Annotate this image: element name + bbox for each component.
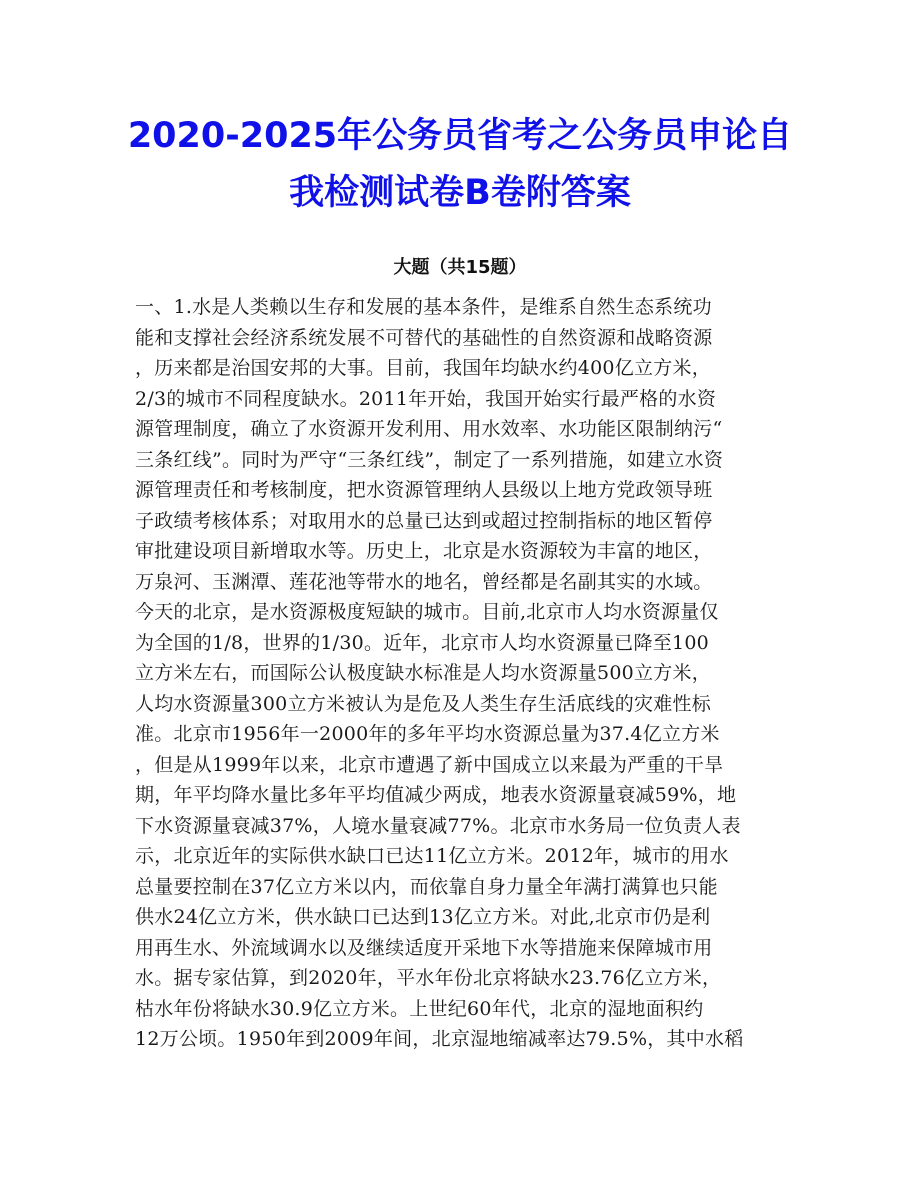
body-line: 今天的北京，是水资源极度短缺的城市。目前,北京市人均水资源量仅 (135, 601, 719, 623)
body-line: 万泉河、玉渊潭、莲花池等带水的地名，曾经都是名副其实的水域。 (135, 570, 713, 593)
body-line: 审批建设项目新增取水等。历史上，北京是水资源较为丰富的地区， (135, 540, 713, 562)
body-line: 期，年平均降水量比多年平均值减少两成，地表水资源量衰减59%，地 (135, 784, 737, 806)
body-line: 枯水年份将缺水30.9亿立方米。上世纪60年代，北京的湿地面积约 (135, 997, 704, 1020)
body-line: 立方米左右，而国际公认极度缺水标准是人均水资源量500立方米， (135, 662, 712, 684)
body-line: ，但是从1999年以来，北京市遭遇了新中国成立以来最为严重的干旱 (135, 753, 724, 776)
body-line: 源管理制度，确立了水资源开发利用、用水效率、水功能区限制纳污“ (135, 418, 723, 440)
body-line: 子政绩考核体系；对取用水的总量已达到或超过控制指标的地区暂停 (135, 509, 713, 532)
body-line: 下水资源量衰减37%，人境水量衰减77%。北京市水务局一位负责人表 (135, 814, 741, 837)
body-line: 准。北京市1956年一2000年的多年平均水资源总量为37.4亿立方米 (135, 723, 720, 745)
body-line: 三条红线”。同时为严守“三条红线”，制定了一系列措施，如建立水资 (135, 448, 724, 471)
title-line-1: 2020-2025年公务员省考之公务员申论自 (127, 116, 793, 156)
body-line: 人均水资源量300立方米被认为是危及人类生存生活底线的灾难性标 (135, 692, 712, 715)
body-line: 为全国的1/8，世界的1/30。近年，北京市人均水资源量已降至100 (135, 631, 710, 654)
body-line: 12万公顷。1950年到2009年间，北京湿地缩减率达79.5%，其中水稻 (135, 1028, 744, 1050)
body-line: 示，北京近年的实际供水缺口已达11亿立方米。2012年，城市的用水 (135, 845, 729, 867)
section-heading: 大题（共15题） (393, 257, 527, 278)
body-line: 用再生水、外流域调水以及继续适度开采地下水等措施来保障城市用 (135, 936, 713, 959)
body-line: 2/3的城市不同程度缺水。2011年开始，我国开始实行最严格的水资 (135, 387, 717, 410)
document-title (100, 108, 820, 222)
body-line: 水。据专家估算，到2020年，平水年份北京将缺水23.76亿立方米， (135, 967, 722, 989)
body-line: 总量要控制在37亿立方米以内，而依靠自身力量全年满打满算也只能 (135, 875, 718, 898)
body-line: 一、1.水是人类赖以生存和发展的基本条件，是维系自然生态系统功 (135, 296, 712, 318)
title-line-2: 我检测试卷B卷附答案 (289, 173, 631, 213)
question-body (135, 292, 795, 1055)
body-line: ，历来都是治国安邦的大事。目前，我国年均缺水约400亿立方米， (135, 357, 712, 379)
body-line: 能和支撑社会经济系统发展不可替代的基础性的自然资源和战略资源 (135, 326, 713, 349)
body-line: 供水24亿立方米，供水缺口已达到13亿立方米。对此,北京市仍是利 (135, 906, 711, 928)
body-line: 源管理责任和考核制度，把水资源管理纳人县级以上地方党政领导班 (135, 479, 713, 501)
